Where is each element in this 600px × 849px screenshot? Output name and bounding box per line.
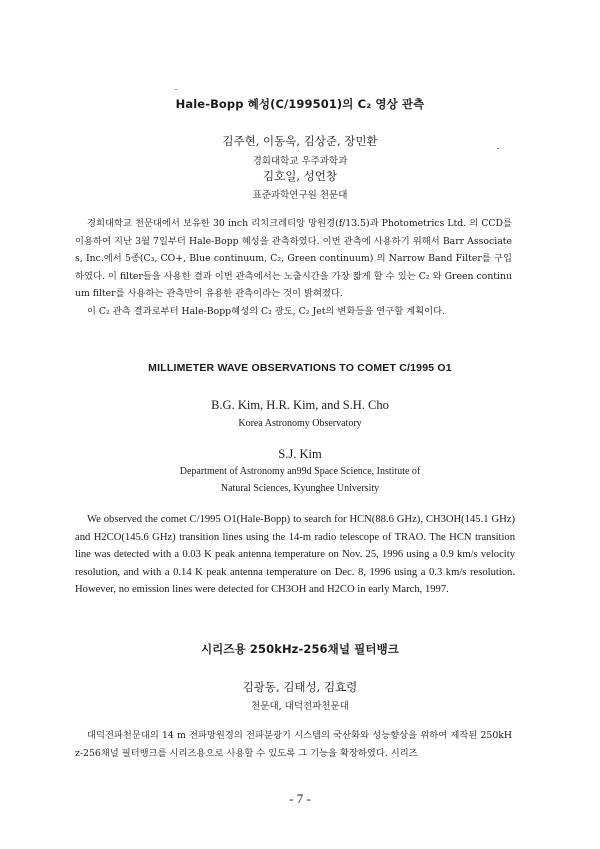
section2-affiliation-2b: Natural Sciences, Kyunghee University [220, 483, 380, 494]
section2-abstract-p1: We observed the comet C/1995 O1(Hale-Bopp) to search for HCN(88.6 GHz), CH3OH(145.1 GHz) and H2CO(145.6 GHz) transition lines using the 14-m radio telescope of TRAO. The HCN transition line was detected with a 0.03 K peak antenna temperature on Nov. 25, 1996 using a 0.9 km/s velocity resolution, and with a 0.14 K peak antenna temperature on Dec. 8, 1996 using a 0.3 km/s resolution. However, no emission lines were detected for CH3OH and H2CO in early March, 1997. [75, 514, 515, 596]
section2-abstract [75, 511, 515, 599]
section2-authors: B.G. Kim, H.R. Kim, and S.H. Cho [211, 398, 389, 412]
section2-affiliation: Korea Astronomy Observatory [238, 418, 362, 429]
section3-abstract [75, 727, 512, 763]
section1-authors-2: 김호일, 성언창 [263, 169, 337, 183]
section1-authors: 김주현, 이동욱, 김상준, 장민환 [222, 134, 378, 148]
section1-title: Hale-Bopp 혜성(C/199501)의 C₂ 영상 관측 [175, 97, 425, 111]
section2-affiliation-2a: Department of Astronomy an99d Space Science, Institute of [179, 466, 421, 477]
section3-abstract-p1: 대덕전파천문대의 14 m 전파망원경의 전파분광기 시스템의 국산화와 성능향상을 위하여 제작된 250kHz-256채널 필터뱅크를 시리즈용으로 사용할 수 있도록 그 기능을 확장하였다. 시리즈 [75, 730, 512, 759]
section2-title: MILLIMETER WAVE OBSERVATIONS TO COMET C/1995 O1 [148, 362, 452, 374]
section2-authors-2: S.J. Kim [278, 447, 322, 461]
section1-affiliation-2: 표준과학연구원 천문대 [252, 190, 348, 201]
section1-abstract [75, 215, 512, 320]
section1-abstract-p2: 이 C₂ 관측 결과로부터 Hale-Bopp혜성의 C₂ 광도, C₂ Jet의 변화등을 연구할 계획이다. [87, 305, 446, 317]
page-number: - 7 - [289, 791, 311, 806]
scan-speck [175, 89, 177, 90]
section3-authors: 김광동, 김태성, 김효령 [242, 680, 358, 694]
section3-affiliation: 천문대, 대덕전파천문대 [251, 701, 349, 712]
section1-abstract-p1: 경희대학교 천문대에서 보유한 30 inch 리치크레티앙 망원경(f/13.5)과 Photometrics Ltd. 의 CCD를 이용하여 지난 3월 7일부터 Hale-Bopp 혜성을 관측하였다. 이번 관측에 사용하기 위해서 Barr Associates, Inc.에서 5종(C₃, CO+, Blue continuum, C₂, Green continuum) 의 Narrow Band Filter를 구입하였다. 이 filter들을 사용한 결과 이번 관측에서는 노출시간을 가장 짧게 할 수 있는 C₂ 와 Green continuum filter를 사용하는 관측만이 유용한 관측이라는 것이 밝혀졌다. [75, 218, 512, 299]
section1-affiliation: 경희대학교 우주과학과 [252, 156, 348, 167]
section3-title: 시리즈용 250kHz-256채널 필터뱅크 [200, 642, 400, 656]
